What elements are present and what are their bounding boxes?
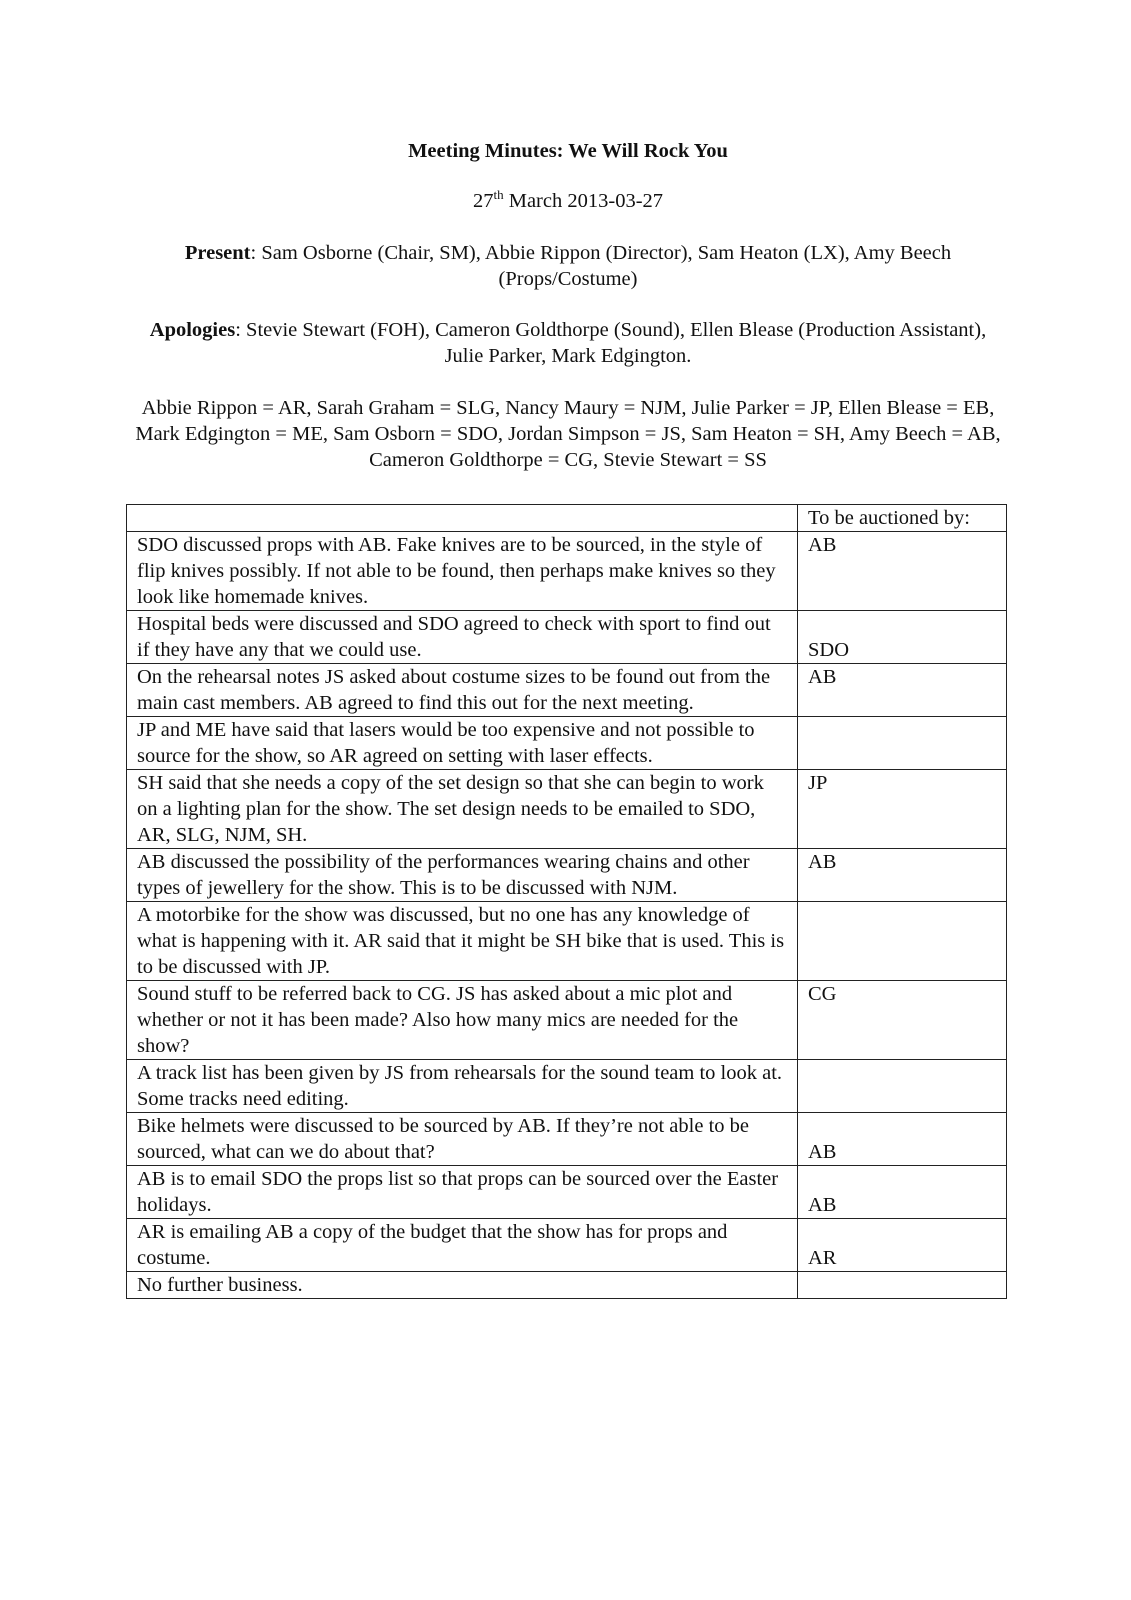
table-row — [127, 1219, 1007, 1272]
item-cell: On the rehearsal notes JS asked about costume sizes to be found out from the main cast members. AB agreed to find this out for the next meeting. — [127, 664, 798, 717]
table-row — [127, 981, 1007, 1060]
item-cell: JP and ME have said that lasers would be too expensive and not possible to source for the show, so AR agreed on setting with laser effects. — [127, 717, 798, 770]
date-day: 27 — [472, 190, 494, 212]
item-cell: SH said that she needs a copy of the set design so that she can begin to work on a lighting plan for the show. The set design needs to be emailed to SDO, AR, SLG, NJM, SH. — [127, 770, 798, 849]
apologies-paragraph — [128, 317, 1008, 369]
item-cell: Bike helmets were discussed to be sourced by AB. If they’re not able to be sourced, what can we do about that? — [127, 1113, 798, 1166]
document-title: Meeting Minutes: We Will Rock You — [408, 140, 728, 162]
table-row — [127, 770, 1007, 849]
who-cell: JP — [798, 770, 1007, 849]
item-cell: AB is to email SDO the props list so that props can be sourced over the Easter holidays. — [127, 1166, 798, 1219]
table-header-row — [127, 505, 1007, 532]
header-item-cell — [127, 505, 798, 532]
item-cell: AB discussed the possibility of the performances wearing chains and other types of jewellery for the show. This is to be discussed with NJM. — [127, 849, 798, 902]
item-cell: A motorbike for the show was discussed, but no one has any knowledge of what is happening with it. AR said that it might be SH bike that is used. This is to be discussed with JP. — [127, 902, 798, 981]
who-cell: AB — [798, 849, 1007, 902]
action-table — [126, 504, 1007, 1299]
who-cell: AB — [798, 1166, 1007, 1219]
item-cell: Hospital beds were discussed and SDO agreed to check with sport to find out if they have any that we could use. — [127, 611, 798, 664]
who-cell — [798, 902, 1007, 981]
item-cell: Sound stuff to be referred back to CG. JS has asked about a mic plot and whether or not it has been made? Also how many mics are needed for the show? — [127, 981, 798, 1060]
meeting-date — [128, 188, 1008, 214]
who-cell: AR — [798, 1219, 1007, 1272]
apologies-list: : Stevie Stewart (FOH), Cameron Goldthorpe (Sound), Ellen Blease (Production Assistant), Julie Parker, Mark Edgington. — [235, 319, 987, 367]
present-list: : Sam Osborne (Chair, SM), Abbie Rippon (Director), Sam Heaton (LX), Amy Beech (Props/Costume) — [250, 242, 952, 290]
date-suffix: th — [493, 187, 504, 202]
who-cell — [798, 1060, 1007, 1113]
item-cell: No further business. — [127, 1272, 798, 1299]
table-row — [127, 717, 1007, 770]
item-cell: A track list has been given by JS from rehearsals for the sound team to look at. Some tracks need editing. — [127, 1060, 798, 1113]
present-label: Present — [184, 242, 251, 264]
who-cell: AB — [798, 1113, 1007, 1166]
item-cell: SDO discussed props with AB. Fake knives are to be sourced, in the style of flip knives possibly. If not able to be found, then perhaps make knives so they look like homemade knives. — [127, 532, 798, 611]
date-rest: March 2013-03-27 — [503, 190, 664, 212]
apologies-label: Apologies — [149, 319, 236, 341]
table-row — [127, 532, 1007, 611]
who-cell — [798, 717, 1007, 770]
table-row — [127, 1060, 1007, 1113]
table-row — [127, 1166, 1007, 1219]
who-cell — [798, 1272, 1007, 1299]
table-row — [127, 849, 1007, 902]
table-row — [127, 664, 1007, 717]
table-row — [127, 1113, 1007, 1166]
abbreviations-paragraph: Abbie Rippon = AR, Sarah Graham = SLG, Nancy Maury = NJM, Julie Parker = JP, Ellen Blease = EB, Mark Edgington = ME, Sam Osborn = SDO, Jordan Simpson = JS, Sam Heaton = SH, Amy Beech = AB, Cameron Goldthorpe = CG, Stevie Stewart = SS — [135, 397, 1001, 471]
who-cell: AB — [798, 664, 1007, 717]
table-row — [127, 611, 1007, 664]
table-row — [127, 902, 1007, 981]
item-cell: AR is emailing AB a copy of the budget that the show has for props and costume. — [127, 1219, 798, 1272]
table-row — [127, 1272, 1007, 1299]
who-cell: CG — [798, 981, 1007, 1060]
who-cell: AB — [798, 532, 1007, 611]
header-actioned-by: To be auctioned by: — [798, 505, 1007, 532]
present-paragraph — [128, 240, 1008, 292]
who-cell: SDO — [798, 611, 1007, 664]
